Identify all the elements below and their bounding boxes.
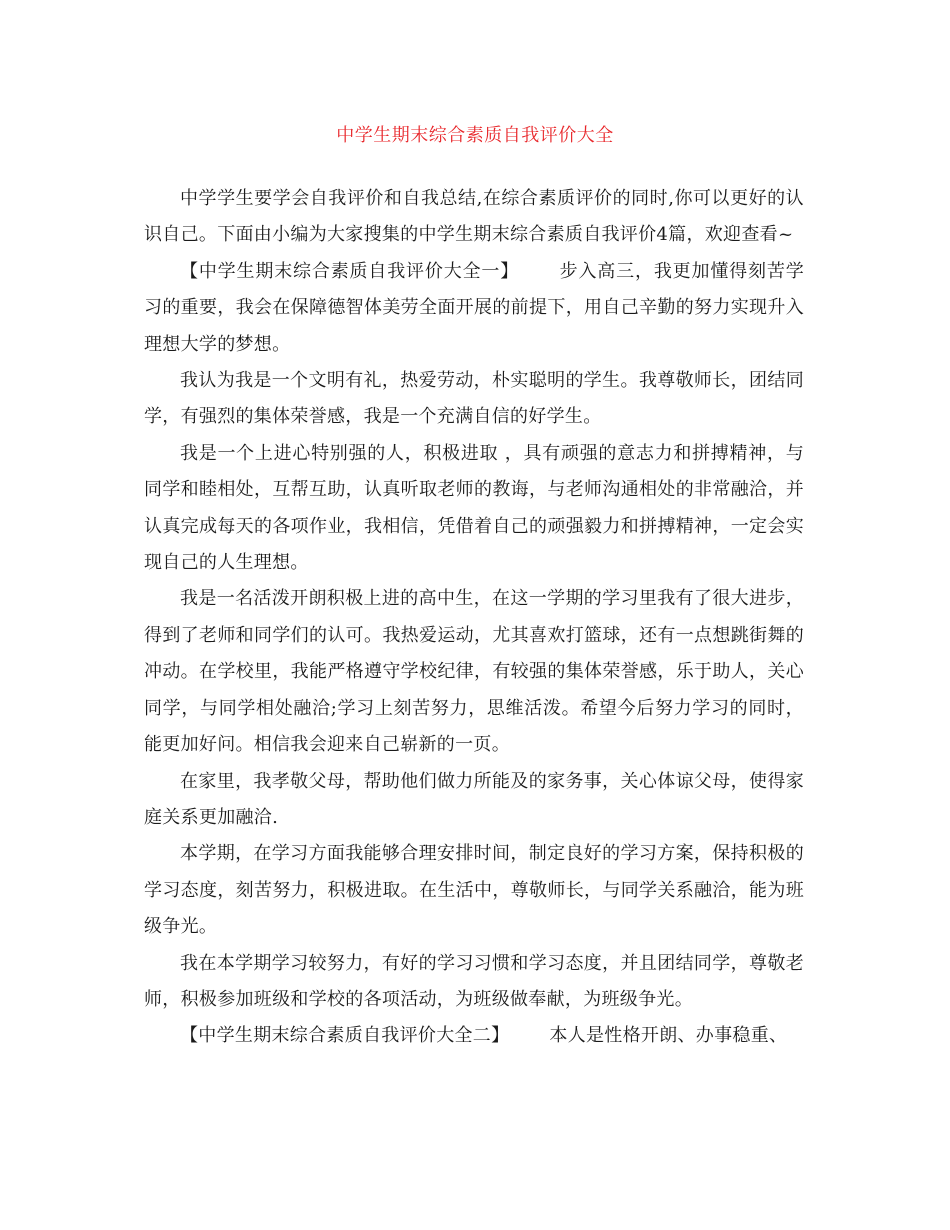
paragraph: 本学期，在学习方面我能够合理安排时间，制定良好的学习方案，保持积极的学习态度，刻苦努力，积极进取。在生活中，尊敬师长，与同学关系融洽，能为班级争光。 — [144, 843, 804, 938]
intro-paragraph: 中学学生要学会自我评价和自我总结,在综合素质评价的同时,你可以更好的认识自己。下面由小编为大家搜集的中学生期末综合素质自我评价4篇，欢迎查看~ — [144, 188, 804, 246]
section-two-heading: 【中学生期末综合素质自我评价大全二】 — [180, 1025, 510, 1047]
section-one-paragraph — [144, 254, 804, 363]
paragraph: 我是一个上进心特别强的人，积极进取 ，具有顽强的意志力和拼搏精神，与同学和睦相处，互帮互助，认真听取老师的教诲，与老师沟通相处的非常融洽，并认真完成每天的各项作业，我相信，凭借着自己的顽强毅力和拼搏精神，一定会实现自己的人生理想。 — [144, 442, 804, 574]
section-two-paragraph — [144, 1018, 804, 1054]
document-title: 中学生期末综合素质自我评价大全 — [336, 125, 614, 146]
paragraph: 我是一名活泼开朗积极上进的高中生，在这一学期的学习里我有了很大进步，得到了老师和同学们的认可。我热爱运动，尤其喜欢打篮球，还有一点想跳街舞的冲动。在学校里，我能严格遵守学校纪律，有较强的集体荣誉感，乐于助人，关心同学，与同学相处融洽;学习上刻苦努力，思维活泼。希望今后努力学习的同时，能更加好问。相信我会迎来自己崭新的一页。 — [144, 588, 804, 756]
section-two-text: 本人是性格开朗、办事稳重、 — [549, 1025, 788, 1047]
paragraph: 我认为我是一个文明有礼，热爱劳动，朴实聪明的学生。我尊敬师长，团结同学，有强烈的集体荣誉感，我是一个充满自信的好学生。 — [144, 370, 804, 428]
section-one-text: 步入高三，我更加懂得刻苦学习的重要，我会在保障德智体美劳全面开展的前提下，用自己辛勤的努力实现升入理想大学的梦想。 — [144, 260, 804, 355]
section-one-heading: 【中学生期末综合素质自我评价大全一】 — [180, 260, 520, 282]
document-body — [144, 181, 804, 1055]
paragraph: 在家里，我孝敬父母，帮助他们做力所能及的家务事，关心体谅父母，使得家庭关系更加融洽. — [144, 770, 804, 828]
paragraph: 我在本学期学习较努力，有好的学习习惯和学习态度，并且团结同学，尊敬老师，积极参加班级和学校的各项活动，为班级做奉献，为班级争光。 — [144, 952, 804, 1010]
